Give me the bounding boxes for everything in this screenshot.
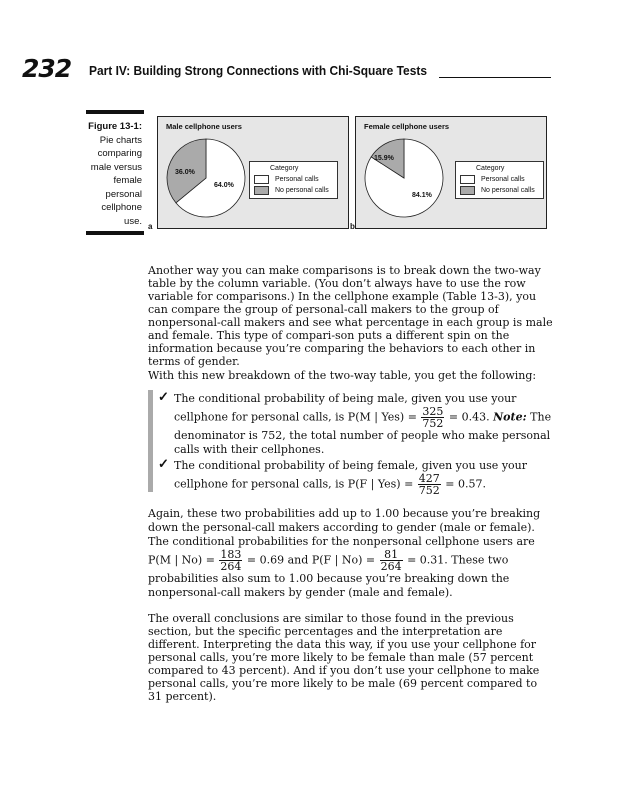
slice-label-no-personal: 36.0%: [175, 169, 195, 176]
legend-item-personal: [254, 175, 319, 184]
panel-letter-a: a: [148, 222, 153, 231]
fraction-numerator: 81: [380, 549, 403, 561]
fraction-numerator: 427: [418, 472, 440, 485]
bullet-1: [174, 392, 554, 457]
paragraph-3: [148, 507, 553, 600]
fraction-numerator: 325: [422, 405, 444, 418]
bullet-2: [174, 459, 554, 496]
fraction-denominator: 264: [380, 560, 402, 573]
pie-panel-female: [355, 116, 547, 229]
pie-title: Female cellphone users: [364, 122, 450, 131]
math-expression: P(F | No) =: [311, 553, 376, 567]
fraction: [219, 549, 242, 572]
bullet-text: The conditional probability of being male, given you use your cellphone for personal calls, is: [174, 392, 517, 424]
math-result: = 0.31. These two probabilities also: [148, 553, 509, 585]
legend-label: No personal calls: [481, 187, 535, 194]
legend: [455, 161, 544, 199]
paragraph-text: sum to 1.00 because you’re breaking down the nonpersonal-call makers by gender (male and female).: [148, 572, 510, 599]
caption-line: female: [113, 175, 142, 186]
fraction-denominator: 752: [418, 484, 440, 497]
paragraph-text: The overall conclusions are similar to those found in the previous section, but the specific percentages and the interpretation are different. Interpreting the data this way, if you use your cellphone for personal calls, you’re more likely to be female than male (57 percent compared to 43 percent). And if you don’t use your cellphone to make personal calls, you’re more likely to be male (69 percent compared to 31 percent).: [148, 612, 540, 703]
note-text: The denominator is 752, the total number of people who make personal calls with their cellphones.: [174, 410, 552, 456]
page-number: 232: [22, 54, 72, 83]
legend-swatch: [460, 186, 475, 195]
caption-line: comparing: [97, 148, 142, 159]
figure-bar-bottom: [86, 231, 144, 235]
caption-line: Pie charts: [99, 134, 142, 146]
legend-swatch: [254, 175, 269, 184]
slice-label-no-personal: 15.9%: [374, 155, 394, 162]
bullet-text: The conditional probability of being female, given you use your cellphone for personal calls, is: [174, 459, 527, 491]
part-title: Part IV: Building Strong Connections with Chi-Square Tests: [89, 63, 427, 78]
slice-label-personal: 84.1%: [412, 192, 432, 199]
math-expression: P(F | Yes) =: [347, 477, 414, 491]
math-result: = 0.69 and: [246, 553, 309, 567]
paragraph-2: [148, 369, 553, 382]
slice-label-personal: 64.0%: [214, 182, 234, 189]
title-rule: [439, 77, 551, 78]
check-icon: ✓: [158, 390, 169, 405]
math-result: = 0.57.: [445, 477, 486, 491]
legend-swatch: [460, 175, 475, 184]
legend-item-no-personal: [254, 186, 329, 195]
note-label: Note:: [493, 410, 527, 424]
check-icon: ✓: [158, 457, 169, 472]
pie-title: Male cellphone users: [166, 122, 242, 131]
legend-item-personal: [460, 175, 525, 184]
fraction: [380, 549, 403, 572]
legend-label: No personal calls: [275, 187, 329, 194]
legend-swatch: [254, 186, 269, 195]
panel-letter-b: b: [350, 222, 355, 231]
math-result: = 0.43.: [448, 410, 490, 424]
bullet-sidebar: [148, 390, 153, 492]
legend-item-no-personal: [460, 186, 535, 195]
math-expression: P(M | Yes) =: [347, 410, 417, 424]
paragraph-4: [148, 612, 553, 703]
legend-label: Personal calls: [481, 176, 525, 183]
fraction: [418, 473, 441, 496]
paragraph-text: With this new breakdown of the two-way table, you get the following:: [148, 369, 537, 382]
paragraph-1: [148, 264, 553, 368]
legend-title: Category: [270, 165, 299, 172]
pie-panel-male: [157, 116, 349, 229]
legend: [249, 161, 338, 199]
paragraph-text: Another way you can make comparisons is to break down the two-way table by the column variable. (You don’t always have to use the row variable for comparisons.) In the cellphone example (Table 13-3), you can compare the group of personal-call makers to the group of nonpersonal-call makers and see what percentage in each group is male and female. This type of compari-son puts a different spin on the information because you’re comparing the behaviors to each other in terms of gender.: [148, 264, 553, 368]
caption-line: cellphone: [101, 202, 142, 213]
figure-caption: [84, 120, 142, 228]
legend-label: Personal calls: [275, 176, 319, 183]
figure-bar-top: [86, 110, 144, 114]
paragraph-text: Again, these two probabilities add up to 1.00 because you’re breaking down the personal-call makers according to gender (male or female). The conditional probabilities for the nonpersonal cellphone users are: [148, 507, 541, 548]
caption-line: personal: [105, 188, 142, 200]
caption-line: male versus: [90, 161, 142, 173]
math-expression: P(M | No) =: [148, 553, 215, 567]
fraction-denominator: 264: [220, 560, 242, 573]
figure-label: Figure 13-1:: [88, 121, 142, 132]
legend-title: Category: [476, 165, 505, 172]
fraction-denominator: 752: [422, 417, 444, 430]
caption-line: use.: [124, 215, 142, 227]
fraction: [421, 406, 444, 429]
fraction-numerator: 183: [220, 548, 242, 561]
